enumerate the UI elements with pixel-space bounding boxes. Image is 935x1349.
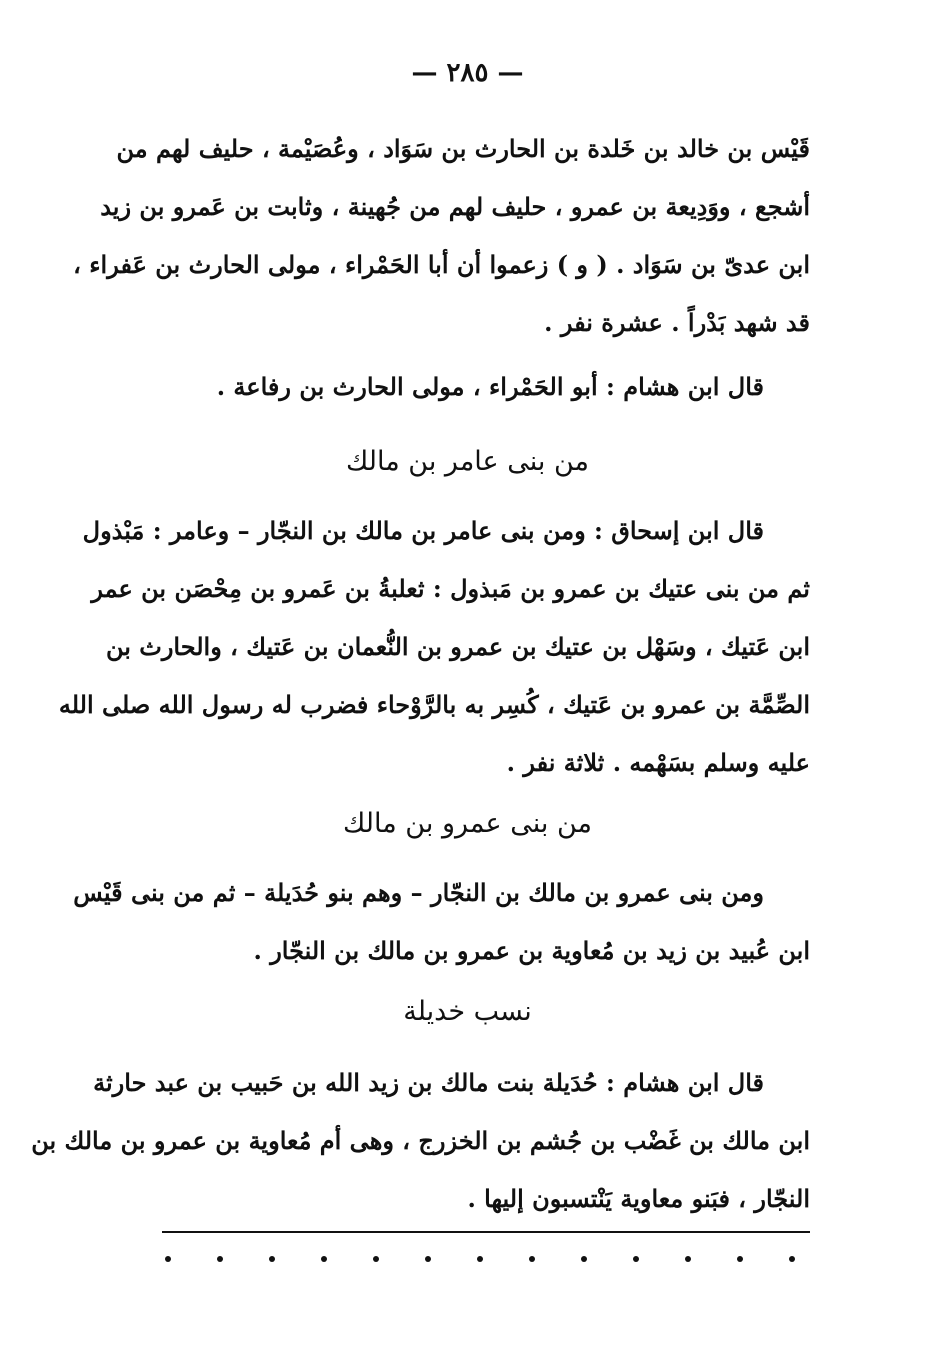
ibn-hisham-note xyxy=(160,358,810,416)
footer-dot xyxy=(165,1256,171,1262)
text-line: عليه وسلم بسَهْمه . ثلاثة نفر . xyxy=(506,748,810,777)
text-line: ابن مالك بن غَضْب بن جُشم بن الخزرج ، وهى أم مُعاوية بن عمرو بن مالك بن xyxy=(31,1126,810,1155)
footer-dot xyxy=(581,1256,587,1262)
nasab-paragraph xyxy=(31,1054,810,1228)
text-line: قد شهد بَدْراً . عشرة نفر . xyxy=(544,308,810,337)
text-line: قَيْس بن خالد بن خَلدة بن الحارث بن سَوَاد ، وعُصَيْمة ، حليف لهم من xyxy=(116,134,810,163)
footer-dot xyxy=(477,1256,483,1262)
text-line: ثم من بنى عتيك بن عمرو بن مَبذول : ثعلبةُ بن عَمرو بن مِحْصَن بن عمر xyxy=(91,574,810,603)
text-line: ومن بنى عمرو بن مالك بن النجّار – وهم بنو حُدَيلة – ثم من بنى قَيْس xyxy=(73,878,764,907)
section-heading-bani-amir: من بنى عامر بن مالك xyxy=(346,446,589,477)
footer-dot xyxy=(685,1256,691,1262)
text-line: النجّار ، فبَنو معاوية يَنْتسبون إليها . xyxy=(467,1184,810,1213)
text-line: قال ابن هشام : حُدَيلة بنت مالك بن زيد الله بن حَبيب بن عبد حارثة xyxy=(93,1068,764,1097)
opening-paragraph xyxy=(73,120,810,352)
footer-dot xyxy=(737,1256,743,1262)
bani-amir-paragraph xyxy=(58,502,810,792)
text-line: قال ابن هشام : أبو الحَمْراء ، مولى الحارث بن رفاعة . xyxy=(216,372,764,401)
text-line: قال ابن إسحاق : ومن بنى عامر بن مالك بن النجّار – وعامر : مَبْذول xyxy=(82,516,764,545)
footer-dot xyxy=(633,1256,639,1262)
text-line: أشجع ، ووَدِيعة بن عمرو ، حليف لهم من جُهينة ، وثابت بن عَمرو بن زيد xyxy=(100,192,810,221)
footer-dot-row xyxy=(165,1256,795,1262)
bani-amr-paragraph xyxy=(73,864,810,980)
section-heading-bani-amr: من بنى عمرو بن مالك xyxy=(343,808,592,839)
text-line: ابن عدىّ بن سَوَاد . ( و ) زعموا أن أبا الحَمْراء ، مولى الحارث بن عَفراء ، xyxy=(73,250,810,279)
text-line: الصِّمَّة بن عمرو بن عَتيك ، كُسِر به بالرَّوْحاء فضرب له رسول الله صلى الله xyxy=(58,690,810,719)
footer-dot xyxy=(373,1256,379,1262)
footer-dot xyxy=(269,1256,275,1262)
footer-dot xyxy=(321,1256,327,1262)
footer-dot xyxy=(789,1256,795,1262)
text-line: ابن عُبيد بن زيد بن مُعاوية بن عمرو بن مالك بن النجّار . xyxy=(253,936,810,965)
footer-dot xyxy=(425,1256,431,1262)
page-number: — ٢٨٥ — xyxy=(411,58,524,88)
section-heading-nasab-khudayla: نسب خديلة xyxy=(403,996,532,1027)
text-line: ابن عَتيك ، وسَهْل بن عتيك بن عمرو بن النُّعمان بن عَتيك ، والحارث بن xyxy=(105,632,810,661)
footer-dot xyxy=(529,1256,535,1262)
footer-dot xyxy=(217,1256,223,1262)
footnote-rule xyxy=(162,1231,810,1233)
